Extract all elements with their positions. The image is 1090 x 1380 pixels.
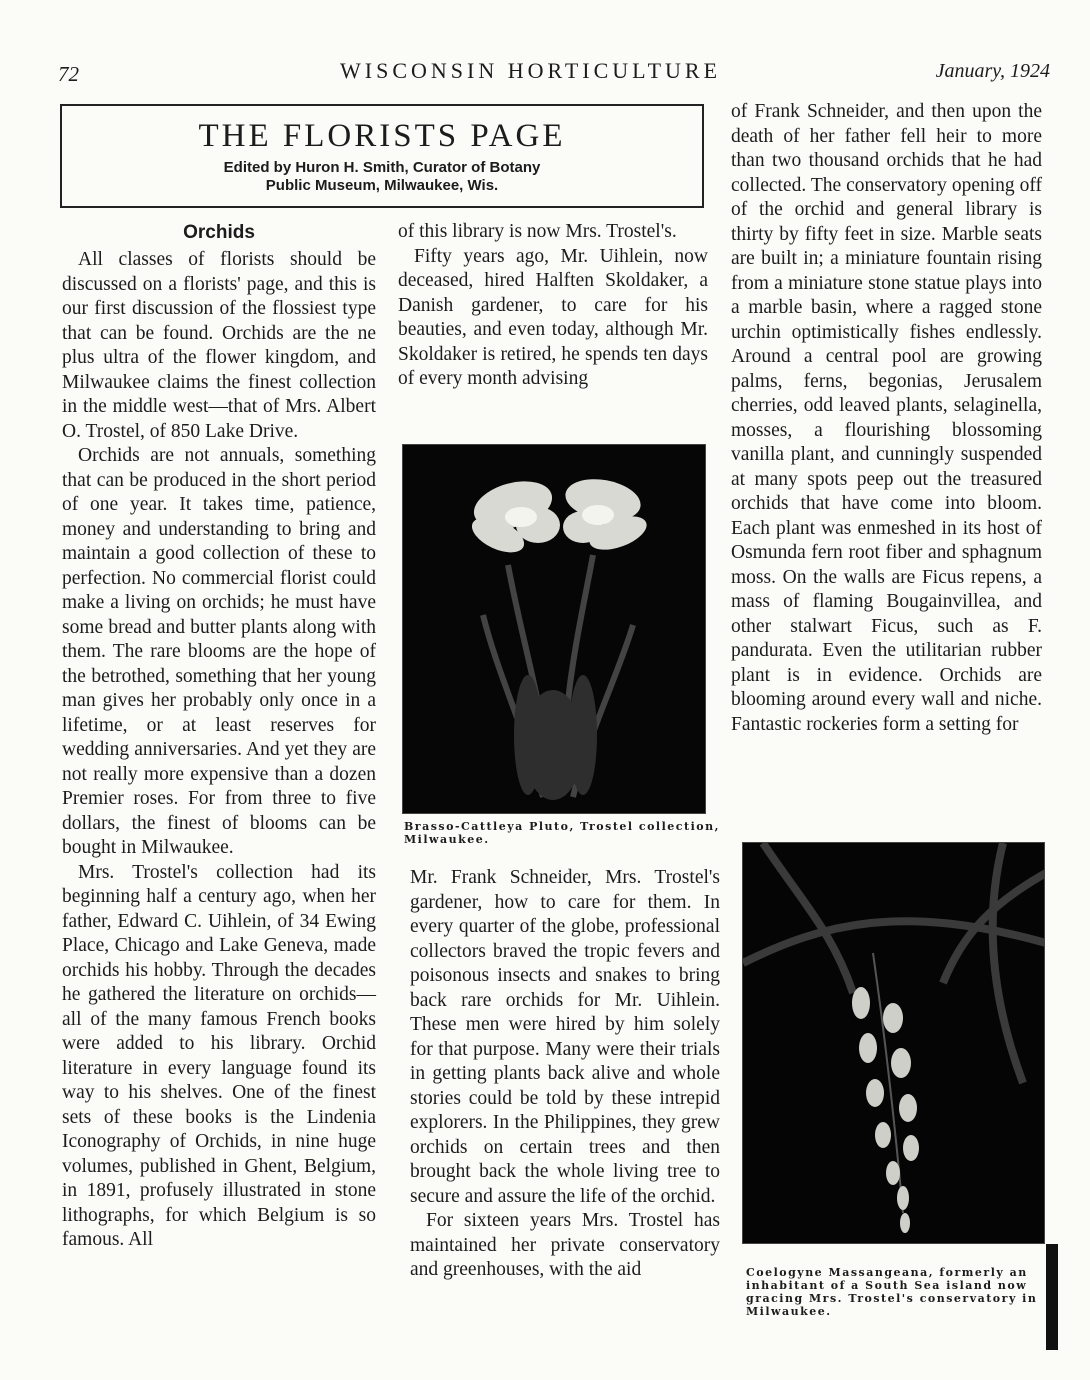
- orchid-photo-coelogyne: [742, 842, 1045, 1244]
- paragraph: For sixteen years Mrs. Trostel has maintained her private conservatory and greenhouses, with the aid: [410, 1210, 720, 1280]
- running-title: WISCONSIN HORTICULTURE: [340, 58, 722, 83]
- institution-line: Public Museum, Milwaukee, Wis.: [265, 177, 499, 194]
- paragraph: Orchids are not annuals, something that can be produced in the short period of one year. It takes time, patience, money and understanding to bring and maintain a good collection of these to perfection. No commercial florist could make a living on orchids; he must have some bread and butter plants along with them. The rare blooms are the hope of the betrothed, something that her young man gives her probably only once in a lifetime, or at least reserves for wedding anniversaries. And yet they are not really more expensive than a dozen Premier roses. For from three to five dollars, the finest of blooms can be bought in Milwaukee.: [62, 445, 376, 858]
- paragraph: of this library is now Mrs. Trostel's.: [398, 221, 677, 242]
- paragraph: Mr. Frank Schneider, Mrs. Trostel's gardener, how to care for them. In every quarter of the globe, professional collectors braved the tropic fevers and poisonous insects and snakes to bring back rare orchids for Mr. Uihlein. These men were hired by him solely for that purpose. Many were their trials in getting plants back alive and whole stories could be told by these intrepid explorers. In the Philippines, they grew orchids on certain trees and then brought back the whole living tree to secure and assure the life of the orchid.: [410, 867, 720, 1207]
- section-heading: Orchids: [183, 222, 255, 243]
- editor-line: Edited by Huron H. Smith, Curator of Botany: [223, 159, 541, 176]
- paragraph: All classes of florists should be discussed on a florists' page, and this is our first discussion of the flossiest type that can be found. Orchids are the ne plus ultra of the flower kingdom, and Milwaukee claims the finest collection in the middle west—that of Mrs. Albert O. Trostel, of 850 Lake Drive.: [62, 249, 376, 442]
- hanging-orchid-image: [743, 843, 1045, 1244]
- article-column-2-top: [398, 220, 708, 392]
- paragraph: Mrs. Trostel's collection had its beginning half a century ago, when her father, Edward C. Uihlein, of 34 Ewing Place, Chicago and Lake Geneva, made orchids his hobby. Through the decades he gathered the literature on orchids—all of the many famous French books were added to his library. Orchid literature in every language found its way to his shelves. One of the finest sets of these books is the Lindenia Iconography of Orchids, in nine huge volumes, published in Ghent, Belgium, in 1891, profusely illustrated in stone lithographs, for which Belgium is so famous. All: [62, 861, 376, 1250]
- issue-date: January, 1924: [935, 60, 1050, 82]
- article-column-2-bottom: [410, 866, 720, 1283]
- page-number: 72: [58, 62, 79, 86]
- orchid-photo-brasso-cattleya: [402, 444, 706, 814]
- photo-caption: Coelogyne Massangeana, formerly an inhabitant of a South Sea island now gracing Mrs. Trostel's conservatory in Milwaukee.: [746, 1266, 1038, 1318]
- florists-page-header: [60, 104, 704, 208]
- orchid-bouquet-image: [403, 445, 706, 814]
- paragraph: of Frank Schneider, and then upon the death of her father fell heir to more than two thousand orchids that he had collected. The conservatory opening off of the orchid and general library is thirty by fifty feet in size. Marble seats are built in; a miniature fountain rising from a miniature stone statue plays into a marble basin, where a ragged stone urchin optimistically fishes endlessly. Around a central pool are growing palms, ferns, begonias, Jerusalem cherries, odd leaved plants, selaginella, mosses, a flourishing blossoming vanilla plant, and cunningly suspended at many spots peep out the treasured orchids that have come into bloom. Each plant was enmeshed in its host of Osmunda fern root fiber and sphagnum moss. On the walls are Ficus repens, a mass of flaming Bougainvillea, and other stalwart Ficus, such as F. pandurata. Even the utilitarian rubber plant is in evidence. Orchids are blooming around every wall and niche. Fantastic rockeries form a setting for: [731, 101, 1042, 735]
- photo-caption: Brasso-Cattleya Pluto, Trostel collection, Milwaukee.: [404, 820, 720, 846]
- edge-mark: [1046, 1244, 1058, 1350]
- article-column-1: [62, 248, 376, 1253]
- paragraph: Fifty years ago, Mr. Uihlein, now deceased, hired Halften Skoldaker, a Danish gardener, to care for his beauties, and even today, although Mr. Skoldaker is retired, he spends ten days of every month advising: [398, 245, 708, 389]
- article-column-3: [731, 100, 1042, 737]
- page-title: THE FLORISTS PAGE: [198, 118, 566, 154]
